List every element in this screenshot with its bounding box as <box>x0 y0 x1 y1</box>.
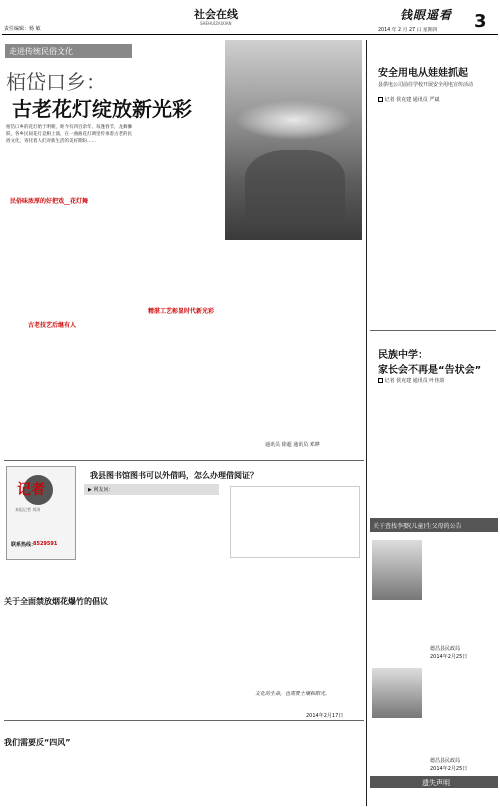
notice-body-2 <box>426 664 494 756</box>
callout-date: 2014年2月17日 <box>306 713 344 719</box>
body-col2-b <box>135 320 225 440</box>
hotline-label: 联系热线： <box>11 542 37 548</box>
callout-question: 我县图书馆图书可以外借吗，怎么办理借阅证？ <box>90 471 258 480</box>
callout-box <box>230 486 360 558</box>
reporter-note: 本报记者 刘涛 <box>15 507 41 512</box>
child-photo-1 <box>372 540 422 600</box>
four-styles-body <box>4 752 364 804</box>
body-col3 <box>228 246 360 436</box>
feature-title-line2: 古老花灯绽放新光彩 <box>12 97 192 121</box>
notice-body-1 <box>426 536 494 646</box>
body-col1-a <box>6 210 131 318</box>
notice-title-bar <box>370 518 498 532</box>
lost-title: 遗失声明 <box>422 779 450 787</box>
notice-org-1: 德昌县民政局 <box>430 646 461 652</box>
subhead-1: 民俗味浓厚的好把戏__花灯舞 <box>10 198 89 205</box>
feature-title-line1: 栢岱口乡： <box>6 70 106 94</box>
rule-3 <box>4 720 364 721</box>
feature-lead: 栢岱口乡的花灯始于明朝，距今有四百余年。每逢春节，龙舞狮跃，各乡民间花灯竞相上演，在一曲曲花灯调里传承着古老的民俗文化，寄托着人们对新生活的美好期盼…… <box>6 125 132 144</box>
page-number: 3 <box>474 11 487 32</box>
article-parents-body <box>372 388 494 538</box>
byline-square-icon <box>378 97 383 102</box>
kicker-bar <box>5 44 132 58</box>
section-title: 社会在线 <box>194 8 238 21</box>
callout-quote: 文化的生命，也需要土壤和阳光。 <box>255 691 331 697</box>
body-col2-a <box>135 124 225 294</box>
rule-2 <box>4 460 364 461</box>
arrow-icon: ▶ <box>88 487 92 493</box>
lost-title-bar <box>370 776 498 788</box>
editor-label: 责任编辑：杨 敏 <box>4 26 41 32</box>
byline-square-icon <box>378 378 383 383</box>
four-styles-title: 我们需要反“四风” <box>4 738 71 747</box>
photo-highlight <box>235 100 353 140</box>
paper-brand: 钱眼遥看 <box>400 8 453 22</box>
body-col1-b <box>6 334 131 458</box>
article-safety-body <box>372 106 494 306</box>
section-subtitle: SHEHUIZAIXIAN <box>200 21 232 26</box>
column-divider <box>366 40 367 806</box>
header-rule <box>2 34 498 35</box>
fireworks-title: 关于全面禁放烟花爆竹的倡议 <box>4 597 108 606</box>
lantern-photo <box>225 40 362 240</box>
notice-org-2: 德昌县民政局 <box>430 758 461 764</box>
subhead-2: 古老技艺后继有人 <box>28 322 77 329</box>
hotline-number: 8529591 <box>33 541 58 547</box>
callout-body <box>225 566 363 644</box>
notice-date-2: 2014年2月25日 <box>430 766 468 772</box>
photo-crowd <box>245 150 345 220</box>
article-safety-byline: 记者 侯克建 通讯员 严斌 <box>378 96 439 103</box>
feature-byline: 通讯员 徐超 通讯员 邓晔 <box>265 442 320 448</box>
article-safety-subtitle: 县供电公司前往学校开展安全用电宣传活动 <box>378 82 474 88</box>
notice-date-1: 2014年2月25日 <box>430 654 468 660</box>
reporter-label: 记者 <box>17 482 45 498</box>
child-photo-2 <box>372 668 422 718</box>
rule-1 <box>370 330 496 331</box>
fireworks-body <box>4 606 228 706</box>
a-body <box>157 498 229 558</box>
question-label: ▶ 网友问： <box>88 487 114 493</box>
kicker-text: 走进传统民俗文化 <box>9 47 73 56</box>
subhead-3: 精湛工艺彰显时代新光彩 <box>148 308 215 315</box>
question-bar <box>84 484 219 495</box>
article-parents-title1: 民族中学： <box>378 350 428 361</box>
lost-body <box>372 790 496 804</box>
issue-date: 2014 年 2 月 27 日 星期四 <box>378 28 438 33</box>
notice-title: 关于查找李娶(儿童)生父母的公告 <box>373 523 462 530</box>
article-parents-title2: 家长会不再是“告状会” <box>378 365 482 376</box>
reporter-card <box>6 466 76 560</box>
article-parents-byline: 记者 侯克建 通讯员 叶佳韵 <box>378 377 444 384</box>
article-safety-title: 安全用电从娃娃抓起 <box>378 68 468 79</box>
q-body <box>84 498 154 558</box>
